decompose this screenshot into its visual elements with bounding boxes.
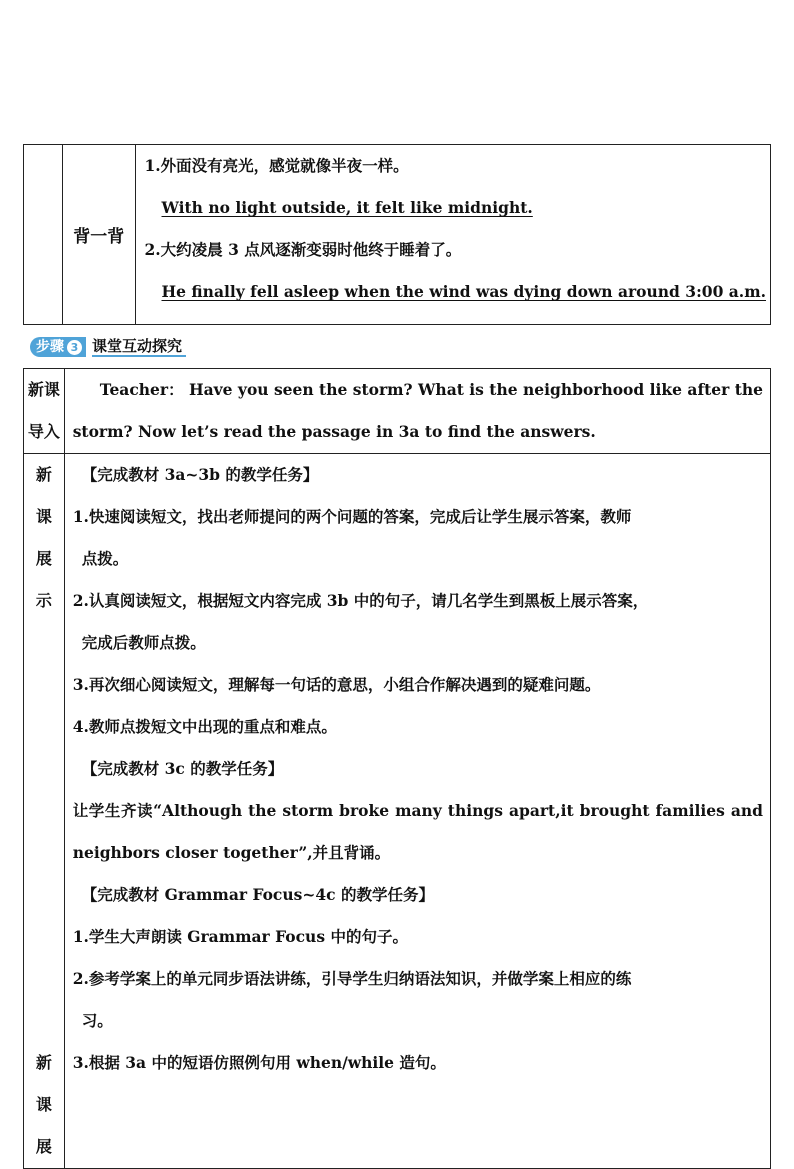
list-item: 1.快速阅读短文，找出老师提问的两个问题的答案，完成后让学生展示答案，教师 <box>72 507 632 526</box>
lesson-table <box>23 368 771 1169</box>
list-item: 4.教师点拨短文中出现的重点和难点。 <box>72 717 337 736</box>
show-label-char: 新 <box>35 1053 52 1072</box>
show-label-char: 课 <box>35 1095 52 1114</box>
intro-label-line-2: 导入 <box>27 422 60 441</box>
list-item: 1.学生大声朗读 Grammar Focus 中的句子。 <box>72 927 408 946</box>
step-title: 课堂互动探究 <box>92 337 186 357</box>
section-heading: 【完成教材 3c 的教学任务】 <box>81 759 284 778</box>
list-item-cont: 习。 <box>81 1011 113 1030</box>
recite-en-1: With no light outside, it felt like midnight. <box>161 198 533 217</box>
list-item: 3.根据 3a 中的短语仿照例句用 when/while 造句。 <box>72 1053 446 1072</box>
step-number: 3 <box>67 340 82 355</box>
show-label-char: 展 <box>35 1137 52 1156</box>
recite-cn-2: 2.大约凌晨 3 点风逐渐变弱时他终于睡着了。 <box>144 240 462 259</box>
section-heading: 【完成教材 Grammar Focus~4c 的教学任务】 <box>81 885 434 904</box>
list-item-cont: 点拨。 <box>81 549 129 568</box>
recite-label: 背一背 <box>63 145 135 325</box>
show-label-char: 新 <box>35 465 52 484</box>
show-label-char: 课 <box>35 507 52 526</box>
step-header <box>30 336 186 358</box>
recite-cn-1: 1.外面没有亮光，感觉就像半夜一样。 <box>144 156 409 175</box>
label-gap <box>24 622 64 1042</box>
list-item: 2.参考学案上的单元同步语法讲练，引导学生归纳语法知识，并做学案上相应的练 <box>72 969 632 988</box>
recite-table <box>23 144 771 325</box>
intro-label-line-1: 新课 <box>27 380 60 399</box>
recite-en-2: He finally fell asleep when the wind was dying down around 3:00 a.m. <box>161 282 766 301</box>
section-heading: 【完成教材 3a~3b 的教学任务】 <box>81 465 319 484</box>
list-item: 让学生齐读“Although the storm broke many things apart,it brought families and <box>72 801 763 820</box>
intro-label <box>24 369 65 454</box>
empty-cell <box>24 145 63 325</box>
intro-text-1: Teacher： Have you seen the storm? What is the neighborhood like after the <box>99 380 763 399</box>
list-item: 2.认真阅读短文，根据短文内容完成 3b 中的句子，请几名学生到黑板上展示答案， <box>72 591 649 610</box>
list-item-cont: 完成后教师点拨。 <box>81 633 206 652</box>
show-label-char: 示 <box>35 591 52 610</box>
show-label <box>24 454 65 1169</box>
step-badge <box>30 337 86 357</box>
intro-content <box>64 369 770 454</box>
recite-content <box>135 145 771 325</box>
list-item: 3.再次细心阅读短文，理解每一句话的意思，小组合作解决遇到的疑难问题。 <box>72 675 601 694</box>
show-content <box>64 454 770 1169</box>
step-label: 步骤 <box>36 339 64 355</box>
show-label-char: 展 <box>35 549 52 568</box>
intro-text-2: storm? Now let’s read the passage in 3a to find the answers. <box>72 422 596 441</box>
list-item-cont: neighbors closer together”,并且背诵。 <box>72 843 391 862</box>
